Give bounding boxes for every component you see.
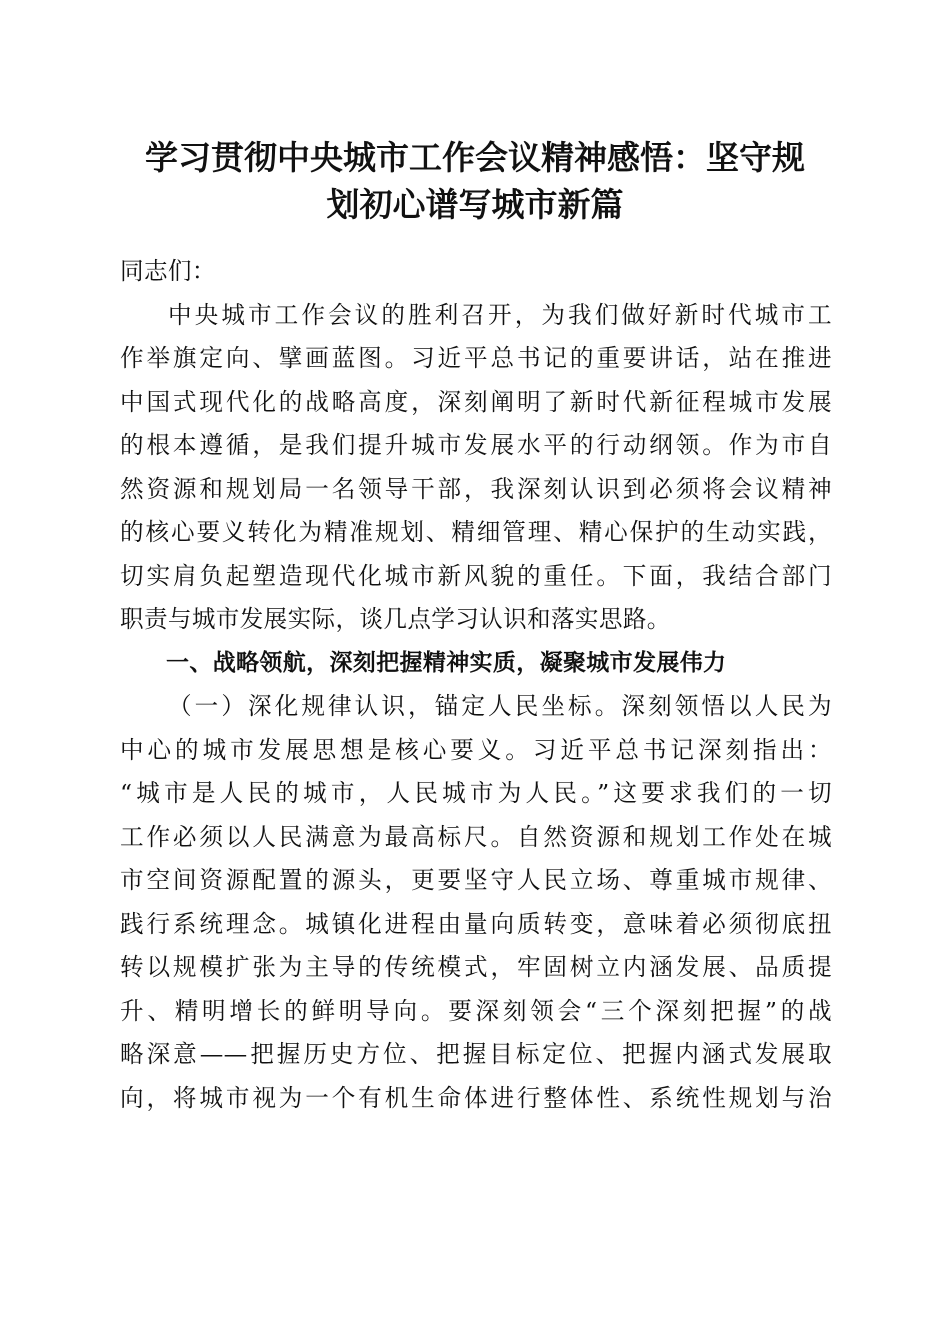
paragraph-1-line: 中央城市工作会议的胜利召开，为我们做好新时代城市工 [168, 300, 832, 329]
paragraph-2-line: 向，将城市视为一个有机生命体进行整体性、系统性规划与治 [120, 1083, 832, 1112]
paragraph-2-line: 工作必须以人民满意为最高标尺。自然资源和规划工作处在城 [120, 822, 832, 851]
paragraph-1-line: 作举旗定向、擘画蓝图。习近平总书记的重要讲话，站在推进 [120, 344, 832, 372]
paragraph-1-line: 职责与城市发展实际，谈几点学习认识和落实思路。 [120, 605, 671, 633]
paragraph-1-line: 然资源和规划局一名领导干部，我深刻认识到必须将会议精神 [120, 474, 832, 503]
title-line-2: 划初心谱写城市新篇 [326, 185, 624, 224]
paragraph-2-line: 中心的城市发展思想是核心要义。习近平总书记深刻指出： [120, 735, 832, 764]
paragraph-2-line: 市空间资源配置的源头，更要坚守人民立场、尊重城市规律、 [120, 866, 832, 894]
paragraph-2-line: “城市是人民的城市，人民城市为人民。”这要求我们的一切 [120, 779, 832, 807]
title-line-1: 学习贯彻中央城市工作会议精神感悟：坚守规 [145, 138, 805, 177]
paragraph-2-line: 略深意——把握历史方位、把握目标定位、把握内涵式发展取 [120, 1040, 832, 1068]
paragraph-2-line: 升、精明增长的鲜明导向。要深刻领会“三个深刻把握”的战 [120, 996, 832, 1025]
paragraph-2-line: 转以规模扩张为主导的传统模式，牢固树立内涵发展、品质提 [120, 953, 832, 981]
salutation: 同志们： [120, 257, 216, 285]
document-title [100, 134, 850, 228]
paragraph-2-line: （一）深化规律认识，锚定人民坐标。深刻领悟以人民为 [168, 692, 832, 720]
paragraph-1-line: 中国式现代化的战略高度，深刻阐明了新时代新征程城市发展 [120, 387, 832, 416]
paragraph-1-line: 的核心要义转化为精准规划、精细管理、精心保护的生动实践， [120, 518, 832, 546]
paragraph-1-line: 的根本遵循，是我们提升城市发展水平的行动纲领。作为市自 [120, 431, 832, 459]
paragraph-1-line: 切实肩负起塑造现代化城市新风貌的重任。下面，我结合部门 [120, 561, 832, 590]
section-heading-1: 一、战略领航，深刻把握精神实质，凝聚城市发展伟力 [166, 649, 727, 676]
paragraph-2-line: 践行系统理念。城镇化进程由量向质转变，意味着必须彻底扭 [120, 909, 832, 938]
document-body [120, 250, 832, 1120]
